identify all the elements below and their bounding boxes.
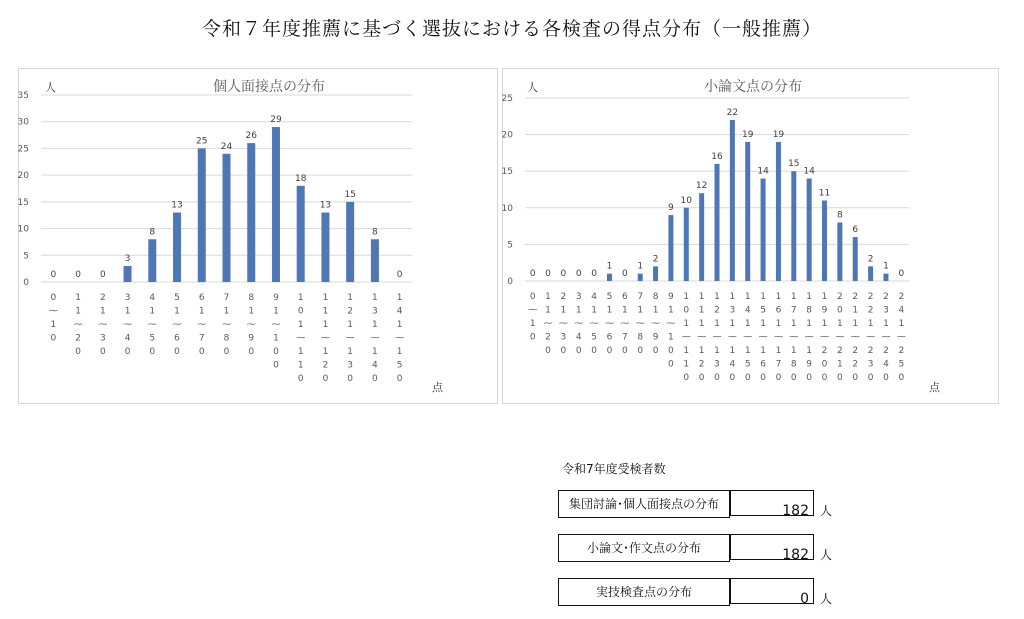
x-tick-label: 2 1 ⁓ 3 0 (558, 292, 568, 356)
bar (715, 164, 720, 281)
x-tick-label: 1 6 1 ⁓ 1 7 0 (773, 292, 783, 383)
data-label: 2 (867, 254, 874, 265)
x-tick-label: 1 9 1 ⁓ 2 0 0 (820, 292, 830, 383)
y-tick-label: 10 (501, 203, 513, 214)
bar (791, 171, 796, 281)
data-label: 2 (652, 254, 659, 265)
x-tick-label: 7 1 ⁓ 8 0 (635, 292, 645, 356)
x-tick-label: 1 1 ⁓ 2 0 (73, 293, 83, 357)
y-tick-label: 20 (501, 130, 513, 141)
summary-label: 実技検査点の分布 (558, 578, 730, 606)
summary-unit: 人 (820, 592, 833, 606)
data-label: 13 (171, 200, 183, 211)
x-tick-label: 2 2 1 ⁓ 2 3 0 (866, 292, 876, 383)
data-label: 8 (837, 210, 843, 221)
data-label: 19 (741, 129, 754, 140)
x-tick-label: 1 5 1 ⁓ 1 6 0 (758, 292, 768, 383)
y-tick-label: 5 (23, 251, 29, 262)
y-tick-label: 25 (17, 144, 29, 155)
data-label: 15 (344, 189, 356, 200)
y-tick-label: 35 (17, 91, 29, 101)
y-tick-label: 15 (17, 197, 29, 208)
x-tick-label: 1 1 1 ⁓ 1 2 0 (320, 293, 330, 384)
summary-label: 集団討論･個人面接点の分布 (558, 490, 730, 518)
interview-score-chart (18, 68, 498, 404)
y-tick-label: 5 (507, 240, 513, 251)
data-label: 24 (220, 141, 233, 152)
data-label: 1 (883, 261, 889, 272)
summary-value: 0 (730, 578, 814, 604)
data-label: 25 (196, 136, 208, 147)
data-label: 0 (99, 270, 106, 280)
bar (607, 274, 612, 281)
y-axis-unit-label: 人 (45, 81, 56, 94)
x-tick-label: 2 1 1 ⁓ 2 2 0 (850, 292, 860, 383)
data-label: 3 (124, 253, 131, 264)
data-label: 1 (637, 261, 644, 272)
bar (699, 193, 704, 281)
data-label: 18 (294, 173, 307, 184)
data-label: 9 (668, 203, 674, 214)
summary-label: 小論文･作文点の分布 (558, 534, 730, 562)
data-label: 0 (50, 270, 57, 280)
x-tick-label: 1 7 1 ⁓ 1 8 0 (789, 292, 799, 383)
data-label: 22 (726, 107, 739, 118)
data-label: 0 (898, 269, 905, 279)
bar (761, 179, 766, 281)
x-tick-label: 4 1 ⁓ 5 0 (147, 293, 157, 357)
x-tick-label: 1 8 1 ⁓ 1 9 0 (804, 292, 814, 383)
bar (148, 239, 156, 282)
x-tick-label: 8 1 ⁓ 9 0 (246, 293, 256, 357)
y-tick-label: 20 (17, 171, 29, 182)
bar (822, 200, 827, 281)
data-label: 19 (772, 129, 785, 140)
data-label: 8 (149, 227, 156, 238)
data-label: 0 (560, 269, 567, 279)
bar (346, 202, 354, 282)
x-tick-label: 1 1 ⁓ 2 0 (543, 292, 553, 356)
y-tick-label: 10 (17, 224, 29, 235)
x-tick-label: 0 ⁓ 1 0 (528, 292, 538, 343)
data-label: 1 (606, 261, 613, 272)
x-tick-label: 9 1 ⁓ 1 0 0 (666, 292, 676, 370)
y-axis-unit-label: 人 (527, 81, 538, 94)
bar (730, 120, 735, 281)
essay-score-chart-svg (503, 69, 998, 403)
bar (684, 208, 689, 281)
y-tick-label: 0 (507, 277, 513, 287)
x-tick-label: 1 1 1 ⁓ 1 2 0 (697, 292, 707, 383)
x-tick-label: 2 1 ⁓ 3 0 (98, 293, 108, 357)
x-tick-label: 2 4 1 ⁓ 2 5 0 (896, 292, 906, 383)
x-tick-label: 1 4 1 ⁓ 1 5 0 (395, 293, 405, 384)
data-label: 26 (245, 131, 257, 142)
x-tick-label: 2 3 1 ⁓ 2 4 0 (881, 292, 891, 383)
data-label: 0 (396, 270, 403, 280)
bar (198, 148, 206, 282)
x-tick-label: 1 2 1 ⁓ 1 3 0 (712, 292, 722, 383)
examinee-count-caption: 令和7年度受検者数 (562, 462, 666, 476)
data-label: 15 (788, 159, 800, 170)
bar (247, 143, 255, 282)
bar (853, 237, 858, 281)
bar (272, 127, 280, 282)
data-label: 13 (319, 200, 332, 211)
chart-title: 小論文点の分布 (704, 79, 802, 95)
x-tick-label: 7 1 ⁓ 8 0 (222, 293, 231, 357)
x-tick-label: 5 1 ⁓ 6 0 (172, 293, 182, 357)
bar (124, 266, 132, 282)
x-tick-label: 6 1 ⁓ 7 0 (620, 292, 630, 356)
data-label: 10 (680, 195, 693, 206)
summary-value: 182 (730, 490, 814, 516)
bar (776, 142, 781, 281)
x-tick-label: 2 0 1 ⁓ 2 1 0 (835, 292, 845, 383)
x-tick-label: 1 3 1 ⁓ 1 4 0 (727, 292, 737, 383)
data-label: 29 (270, 115, 282, 126)
bar (883, 274, 888, 281)
x-tick-label: 6 1 ⁓ 7 0 (197, 293, 207, 357)
x-tick-label: 0 ⁓ 1 0 (48, 293, 58, 344)
bar (638, 274, 643, 281)
data-label: 16 (711, 151, 723, 162)
x-tick-label: 1 2 1 ⁓ 1 3 0 (345, 293, 355, 384)
bar (223, 154, 231, 282)
x-tick-label: 8 1 ⁓ 9 0 (651, 292, 661, 356)
y-tick-label: 25 (501, 94, 513, 104)
data-label: 11 (818, 188, 831, 199)
bar (668, 215, 673, 281)
bar (173, 213, 181, 282)
x-tick-label: 3 1 ⁓ 4 0 (574, 292, 584, 356)
x-tick-label: 1 0 1 ⁓ 1 1 0 (296, 293, 306, 384)
summary-unit: 人 (820, 504, 833, 518)
x-axis-unit-label: 点 (432, 381, 443, 394)
essay-score-chart (502, 68, 999, 404)
bar (745, 142, 750, 281)
data-label: 0 (591, 269, 597, 279)
page-title: 令和７年度推薦に基づく選抜における各検査の得点分布（一般推薦） (201, 18, 822, 40)
x-tick-label: 1 0 1 ⁓ 1 1 0 (681, 292, 691, 383)
x-tick-label: 3 1 ⁓ 4 0 (123, 293, 133, 357)
y-tick-label: 30 (17, 117, 29, 128)
y-tick-label: 15 (501, 167, 513, 178)
data-label: 0 (575, 269, 582, 279)
data-label: 14 (757, 166, 769, 177)
x-axis-unit-label: 点 (929, 381, 940, 394)
x-tick-label: 1 3 1 ⁓ 1 4 0 (370, 293, 380, 384)
data-label: 14 (803, 166, 815, 177)
x-tick-label: 5 1 ⁓ 6 0 (604, 292, 614, 356)
bar (807, 179, 812, 281)
bar (321, 213, 329, 282)
chart-title: 個人面接点の分布 (213, 79, 325, 95)
x-tick-label: 9 1 ⁓ 1 0 0 (271, 293, 281, 371)
bar (297, 186, 305, 282)
data-label: 0 (545, 269, 551, 279)
data-label: 0 (75, 270, 81, 280)
data-label: 0 (621, 269, 628, 279)
x-tick-label: 1 4 1 ⁓ 1 5 0 (743, 292, 753, 383)
data-label: 0 (529, 269, 536, 279)
data-label: 8 (372, 227, 378, 238)
interview-score-chart-svg (19, 69, 497, 403)
summary-unit: 人 (820, 548, 833, 562)
bar (837, 222, 842, 281)
bar (371, 239, 379, 282)
bar (653, 266, 658, 281)
x-tick-label: 4 1 ⁓ 5 0 (589, 292, 599, 356)
bar (868, 266, 873, 281)
data-label: 6 (852, 225, 859, 236)
y-tick-label: 0 (23, 278, 29, 288)
data-label: 12 (695, 181, 708, 192)
summary-value: 182 (730, 534, 814, 560)
